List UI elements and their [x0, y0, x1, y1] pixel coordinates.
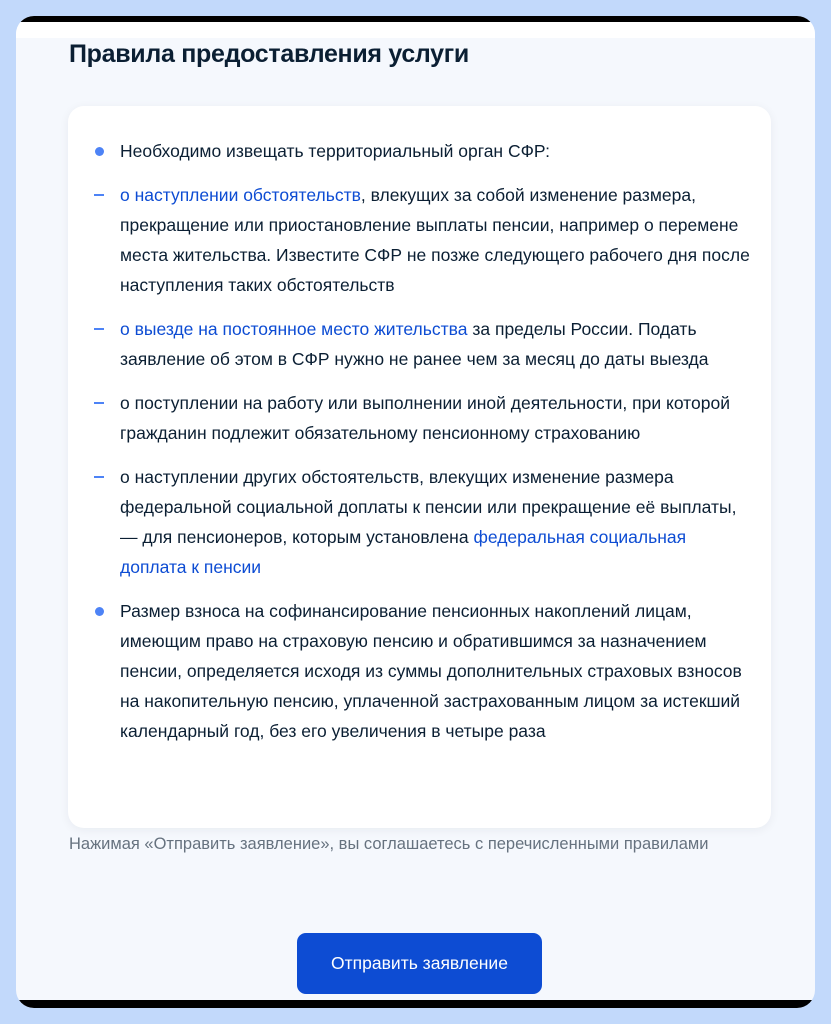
rule-text: о поступлении на работу или выполнении иной деятельности, при которой гражданин подлежит обязательному пенсионному страхованию [120, 393, 730, 443]
social-supplement-link[interactable]: федеральная социальная доплата к пенсии [120, 527, 687, 577]
bullet-dot-icon [95, 607, 104, 616]
rule-text: Размер взноса на софинансирование пенсионных накоплений лицам, имеющим право на страховую пенсию и обратившимся за назначением пенсии, определяется исходя из суммы дополнительных страховых взносов на накопительную пенсию, уплаченной застрахованным лицом за истекший календарный год, без его увеличения в четыре раза [120, 601, 742, 741]
dash-icon [94, 402, 104, 404]
rules-list [92, 136, 752, 760]
dash-icon [94, 194, 104, 196]
dash-icon [94, 476, 104, 478]
rule-item [92, 462, 752, 582]
submit-application-button[interactable]: Отправить заявление [297, 933, 542, 994]
screen [16, 16, 815, 1008]
relocation-link[interactable]: о выезде на постоянное место жительства [120, 319, 468, 339]
rule-item [92, 180, 752, 300]
dash-icon [94, 328, 104, 330]
rule-text: , влекущих за собой изменение размера, прекращение или приостановление выплаты пенсии, например о перемене места жительства. Известите СФР не позже следующего рабочего дня после наступления таких обстоятельств [120, 185, 750, 295]
bullet-dot-icon [95, 147, 104, 156]
agreement-note: Нажимая «Отправить заявление», вы соглашаетесь с перечисленными правилами [69, 835, 709, 853]
rules-card [68, 106, 771, 828]
rule-item [92, 596, 752, 746]
rule-text: о наступлении других обстоятельств, влекущих изменение размера федеральной социальной доплаты к пенсии или прекращение её выплаты, — для пенсионеров, которым установлена [120, 467, 737, 547]
rule-item [92, 388, 752, 448]
bottom-edge [16, 1000, 815, 1008]
page-title: Правила предоставления услуги [69, 40, 469, 68]
rule-item [92, 314, 752, 374]
rule-text: Необходимо извещать территориальный орган СФР: [120, 141, 551, 161]
rule-text: за пределы России. Подать заявление об этом в СФР нужно не ранее чем за месяц до даты выезда [120, 319, 709, 369]
rule-item [92, 136, 752, 166]
header-strip [16, 22, 815, 38]
circumstances-link[interactable]: о наступлении обстоятельств [120, 185, 361, 205]
